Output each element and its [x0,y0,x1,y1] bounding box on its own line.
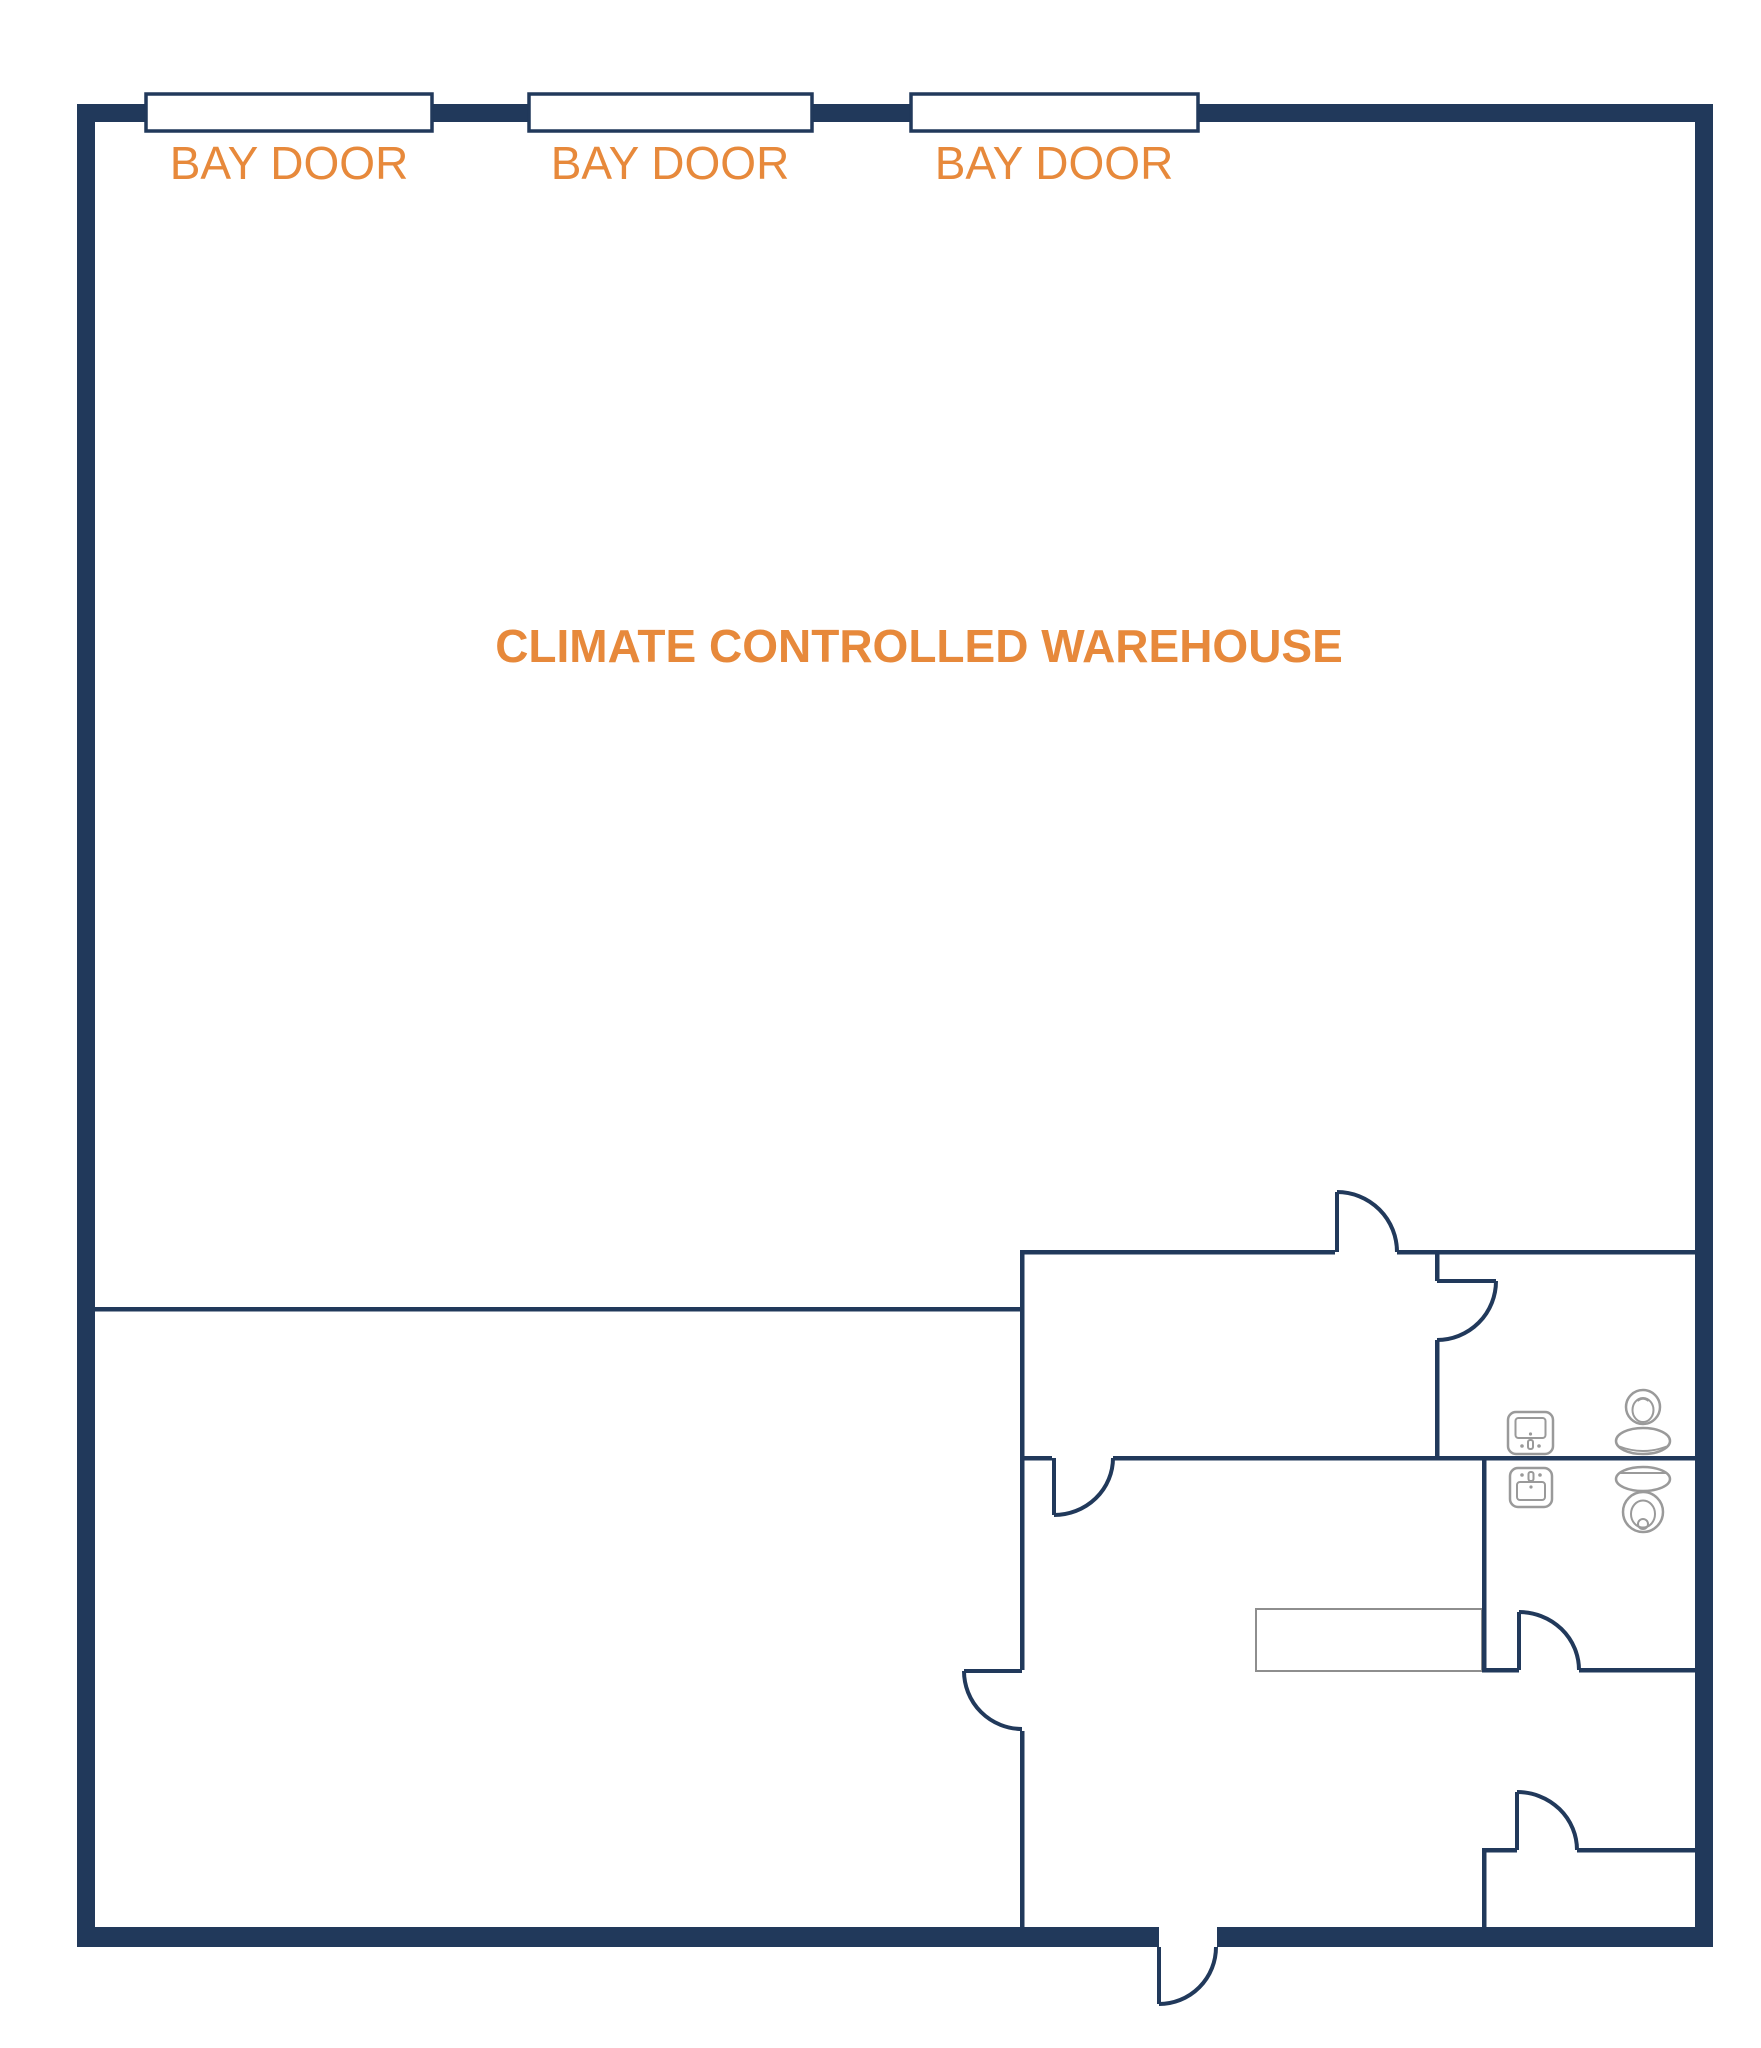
outer-wall-bottom-left [77,1927,1159,1947]
interior-wall-office-top-right [1113,1456,1695,1461]
door-swing-icon [1054,1458,1113,1515]
interior-wall-office-top-left [1020,1456,1052,1461]
warehouse-title: CLIMATE CONTROLLED WAREHOUSE [495,620,1343,672]
bay-door-icon [146,94,432,131]
interior-wall-restroom-lower-bottom-b [1579,1668,1695,1673]
interior-wall-corner-room-left [1482,1848,1487,1927]
interior-wall-office-west-lower [1020,1731,1025,1927]
door-swing-icon [1519,1612,1579,1670]
bay-door-label: BAY DOOR [550,137,790,189]
interior-wall-storage-top-right [1397,1250,1695,1255]
interior-wall-restroom-lower-bottom-a [1482,1668,1519,1673]
divider-line [93,1307,1024,1312]
door-swing-icon [1517,1792,1577,1850]
sink-icon [1508,1412,1553,1454]
toilet-icon [1616,1390,1670,1454]
closet [1256,1609,1482,1671]
outer-wall-bottom-right [1217,1927,1713,1947]
door-swing-icon [1437,1281,1496,1340]
interior-wall-office-west-upper [1020,1250,1025,1670]
bay-door-label: BAY DOOR [169,137,409,189]
sink-icon [1510,1468,1552,1507]
interior-wall-restroom-upper-b [1435,1340,1440,1458]
interior-wall-corner-room-top-a [1482,1848,1517,1853]
door-swing-icon [1337,1192,1397,1252]
bay-door-icon [911,94,1198,131]
door-swing-icon [1159,1947,1216,2004]
toilet-icon [1616,1467,1670,1532]
door-swing-icon [964,1671,1022,1729]
interior-wall-restroom-upper-a [1435,1250,1440,1281]
interior-wall-storage-top-left [1020,1250,1335,1255]
outer-wall-left [77,104,95,1947]
interior-wall-corner-room-top-b [1577,1848,1695,1853]
outer-wall-right [1695,104,1713,1947]
interior-wall-restroom-lower-left [1482,1456,1487,1672]
bay-door-icon [529,94,812,131]
bay-door-label: BAY DOOR [934,137,1174,189]
